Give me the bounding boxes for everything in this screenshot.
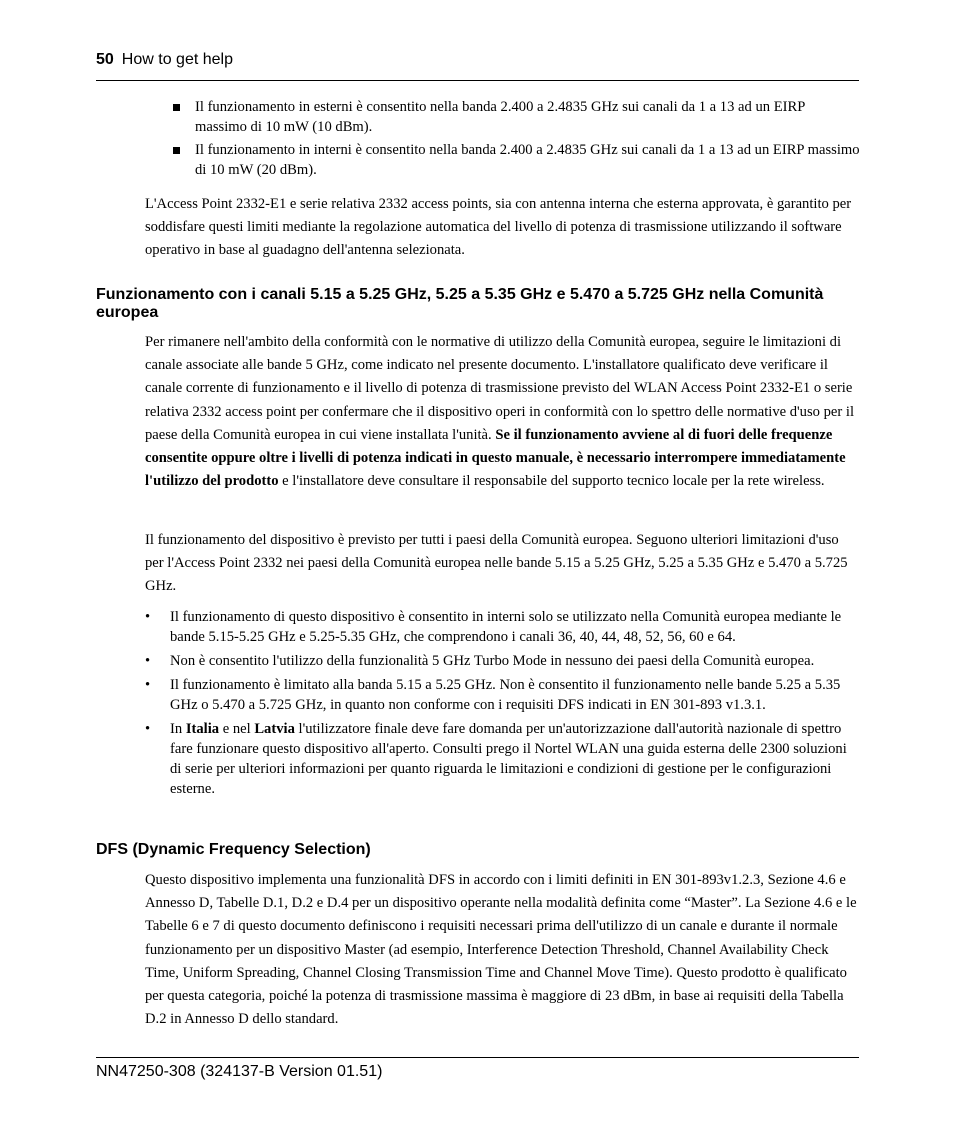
paragraph-dfs: Questo dispositivo implementa una funzionalità DFS in accordo con i limiti definiti in EN 301-893v1.2.3, Sezione 4.6 e Annesso D, Tabelle D.1, D.2 e D.4 per un dispositivo operante nella modalità definita come “Master”. La Sezione 4.6 e le Tabelle 6 e 7 di questo documento definiscono i requisiti necessari prima dell'utilizzo di un canale e durante il normale funzionamento per un dispositivo Master (ad esempio, Interference Detection Threshold, Channel Availability Check Time, Uniform Spreading, Channel Closing Transmission Time and Channel Move Time). Questo prodotto è qualificato per questa categoria, poiché la potenza di trasmissione massima è maggiore di 23 dBm, in base ai requisiti della Tabella D.2 in Annesso D dello standard. bbox=[145, 872, 857, 1028]
page-header bbox=[96, 51, 859, 81]
list-item-text: Non è consentito l'utilizzo della funzionalità 5 GHz Turbo Mode in nessuno dei paesi della Comunità europea. bbox=[170, 653, 815, 669]
bullet-list-band-limits bbox=[170, 97, 860, 183]
section-heading-dfs: DFS (Dynamic Frequency Selection) bbox=[96, 841, 371, 858]
country-name: Italia bbox=[185, 721, 220, 737]
paragraph-text: e l'installatore deve consultare il responsabile del supporto tecnico locale per la rete wireless. bbox=[278, 473, 825, 490]
page-number: 50 bbox=[96, 51, 114, 68]
paragraph-conformity bbox=[145, 331, 860, 493]
list-item-text: In Italia e nel Latvia l'utilizzatore finale deve fare domanda per un'autorizzazione dall'autorità nazionale di spettro fare funzionare questo dispositivo all'aperto. Consulti prego il Nortel WLAN una guida esterna delle 2300 soluzioni di serie per ulteriori informazioni per quanto riguarda le limitazioni e condizioni di gestione per le configurazioni esterne. bbox=[170, 721, 847, 797]
square-bullet-icon bbox=[173, 104, 180, 111]
bullet-dot-icon: • bbox=[145, 721, 151, 737]
country-name: Latvia bbox=[254, 721, 295, 737]
paragraph-text: Per rimanere nell'ambito della conformità con le normative di utilizzo della Comunità europea, seguire le limitazioni di canale associate alle bande 5 GHz, come indicato nel presente documento. L'installatore qualificato deve verificare il canale corrente di funzionamento e il livello di potenza di trasmissione previsto del WLAN Access Point 2332-E1 o serie relativa 2332 access point per confermare che il dispositivo operi in conformità con lo spettro delle normative d'uso per il paese della Comunità europea in cui viene installata l'unità. bbox=[145, 334, 854, 443]
list-item bbox=[170, 97, 860, 137]
paragraph-eu-limitations: Il funzionamento del dispositivo è previsto per tutti i paesi della Comunità europea. Seguono ulteriori limitazioni d'uso per l'Access Point 2332 nei paesi della Comunità europea nelle bande 5.15 a 5.25 GHz, 5.25 a 5.35 GHz e 5.470 a 5.725 GHz. bbox=[145, 532, 848, 595]
square-bullet-icon bbox=[173, 147, 180, 154]
bullet-dot-icon: • bbox=[145, 677, 151, 693]
list-item-text: Il funzionamento in esterni è consentito nella banda 2.400 a 2.4835 GHz sui canali da 1 a 13 ad un EIRP massimo di 10 mW (10 dBm). bbox=[195, 99, 805, 135]
list-item bbox=[145, 719, 861, 799]
page-footer bbox=[96, 1057, 859, 1081]
document-id: NN47250-308 (324137-B Version 01.51) bbox=[96, 1063, 383, 1080]
intro-paragraph: L'Access Point 2332-E1 e serie relativa 2332 access points, sia con antenna interna che esterna approvata, è garantito per soddisfare questi limiti mediante la regolazione automatica del livello di potenza di trasmissione utilizzando il software operativo in base al guadagno dell'antenna selezionata. bbox=[145, 196, 852, 259]
header-section-title: How to get help bbox=[121, 51, 233, 68]
section-heading-eu-channels: Funzionamento con i canali 5.15 a 5.25 GHz, 5.25 a 5.35 GHz e 5.470 a 5.725 GHz nella Comunità europea bbox=[96, 286, 824, 321]
warning-text: Se il funzionamento avviene al di fuori delle frequenze consentite oppure oltre i livelli di potenza indicati in questo manuale, è necessario interrompere immediatamente l'utilizzo del prodotto bbox=[145, 426, 846, 490]
list-item-text: Il funzionamento in interni è consentito nella banda 2.400 a 2.4835 GHz sui canali da 1 a 13 ad un EIRP massimo di 10 mW (20 dBm). bbox=[195, 142, 860, 178]
bullet-dot-icon: • bbox=[145, 653, 151, 669]
bullet-list-eu-limitations bbox=[145, 607, 861, 803]
list-item bbox=[145, 651, 861, 671]
list-item-text: Il funzionamento di questo dispositivo è consentito in interni solo se utilizzato nella Comunità europea mediante le bande 5.15-5.25 GHz e 5.25-5.35 GHz, che comprendono i canali 36, 40, 44, 48, 52, 56, 60 e 64. bbox=[170, 609, 842, 645]
bullet-dot-icon: • bbox=[145, 609, 151, 625]
list-item bbox=[145, 607, 861, 647]
list-item bbox=[145, 675, 861, 715]
list-item bbox=[170, 140, 860, 180]
list-item-text: Il funzionamento è limitato alla banda 5.15 a 5.25 GHz. Non è consentito il funzionamento nelle bande 5.25 a 5.35 GHz o 5.470 a 5.725 GHz, in quanto non conforme con i requisiti DFS indicati in EN 301-893 v1.3.1. bbox=[170, 677, 841, 713]
